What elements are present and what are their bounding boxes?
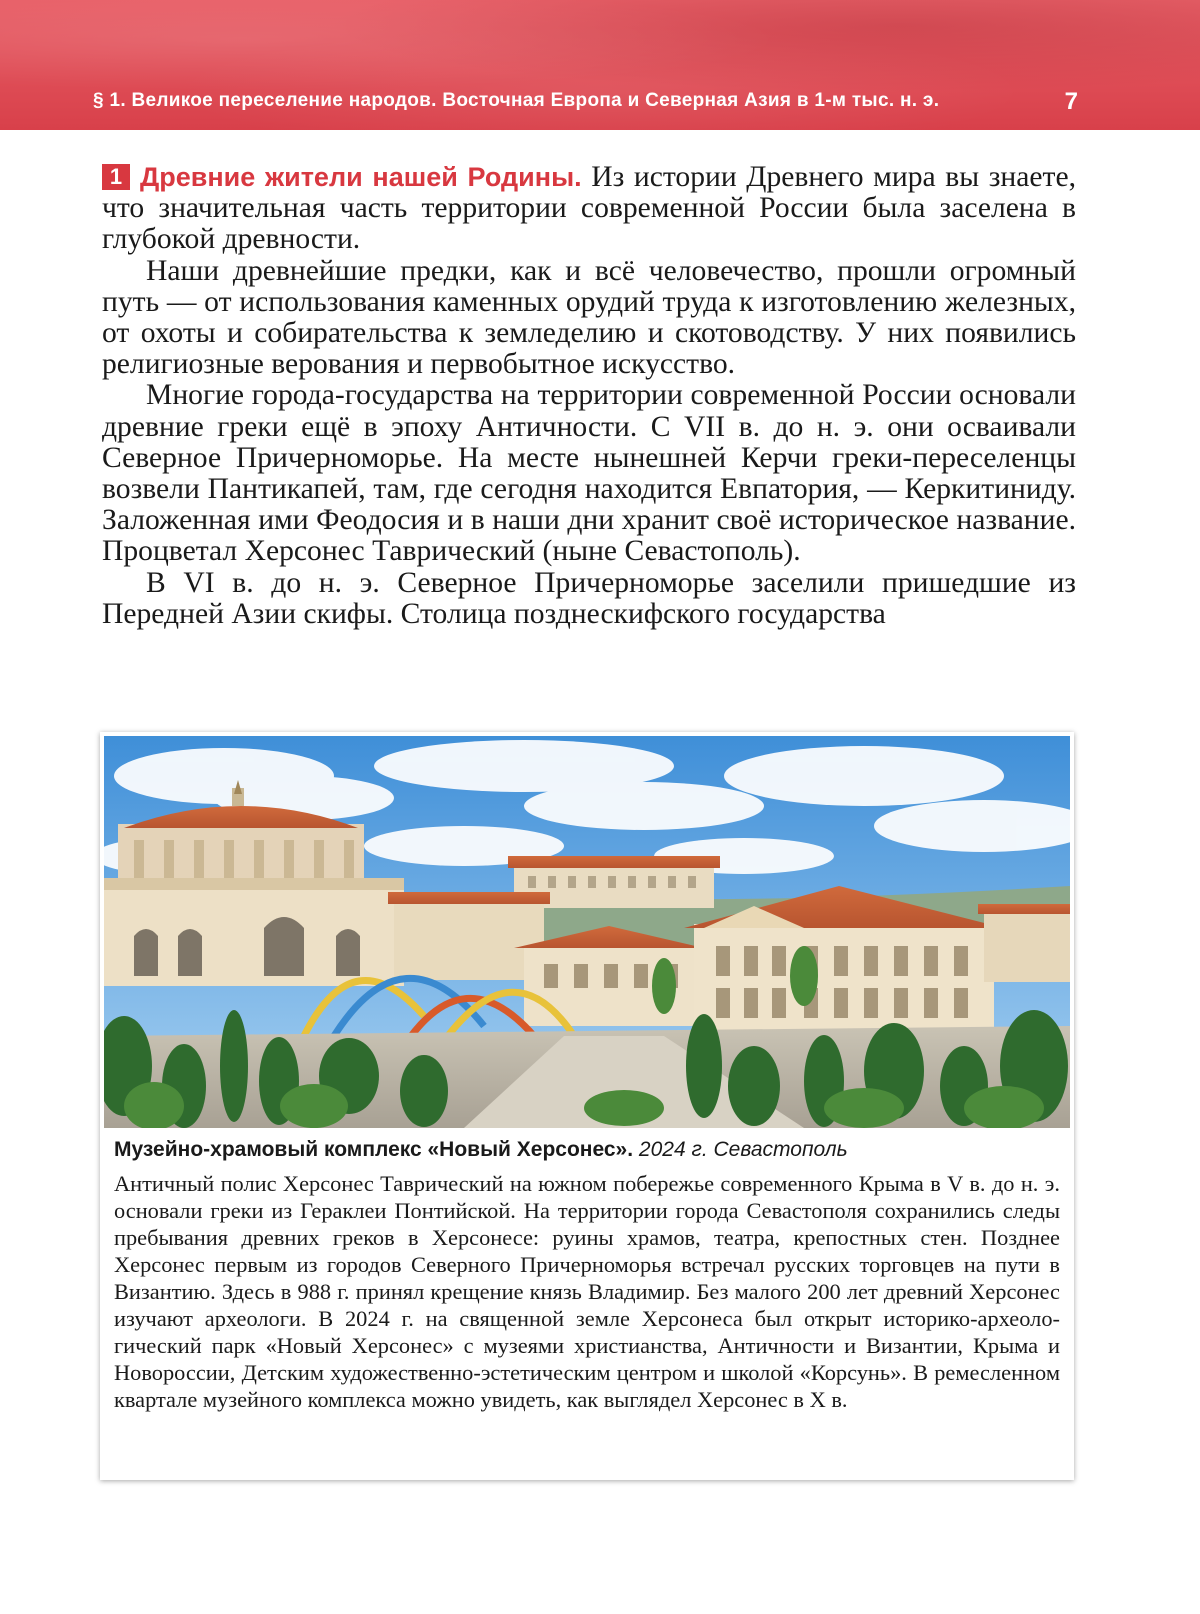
paragraph-4: В VI в. до н. э. Северное Причерноморье заселили пришедшие из Передней Азии скифы. Столица позднескифского государства bbox=[102, 566, 1076, 630]
header-band bbox=[0, 0, 1200, 130]
figure-card bbox=[100, 732, 1074, 1480]
section-title: Древние жители нашей Родины. bbox=[140, 162, 582, 192]
paragraph-1-text: Из истории Древнего мира вы знаете, что значительная часть территории современной России была заселена в глубокой древности. bbox=[102, 161, 1076, 256]
paragraph-1 bbox=[102, 162, 1076, 256]
main-text bbox=[102, 162, 1076, 630]
museum-complex-photo bbox=[104, 736, 1070, 1128]
caption-date-place: 2024 г. Севастополь bbox=[638, 1138, 848, 1161]
page-number: 7 bbox=[1064, 88, 1078, 115]
chapter-header-title: § 1. Великое переселение народов. Восточная Европа и Северная Азия в 1-м тыс. н. э. bbox=[93, 90, 940, 111]
paragraph-2: Наши древнейшие предки, как и всё человечество, прошли огромный путь — от использования каменных орудий труда к изготовлению железных, от охоты и собирательства к земледелию и скотоводству. У них появились религиозные верования и первобытное искусство. bbox=[102, 254, 1076, 381]
figure-caption-title bbox=[114, 1138, 1064, 1162]
caption-name: Музейно-храмовый комплекс «Новый Херсонес». bbox=[114, 1138, 634, 1161]
paragraph-3: Многие города-государства на территории современной России основали древние греки ещё в эпоху Античности. С VII в. до н. э. они осваивали Северное Причерноморье. На месте нынешней Керчи греки-переселенцы возвели Пантикапей, там, где сегодня находится Евпатория, — Керкитиниду. Заложенная ими Феодосия и в наши дни хранит своё историческое название. Процветал Херсонес Таврический (ныне Севастополь). bbox=[102, 379, 1076, 568]
figure-caption-text: Античный полис Херсонес Таврический на южном побережье современного Крыма в V в. до н. э. основали греки из Гераклеи Понтийской. На территории города Севастополя сохранились следы пребывания древних греков в Херсонесе: руины храмов, театра, крепостных стен. Позднее Херсонес первым из городов Северного Причерноморья встречал русских торговцев на пути в Византию. Здесь в 988 г. принял крещение князь Владимир. Без малого 200 лет древний Херсонес изучают археологи. В 2024 г. на священной земле Херсонеса был открыт историко-археологический парк «Новый Херсонес» с музеями христианства, Античности и Византии, Крыма и Новороссии, Детским художественно-эстетическим центром и школой «Корсунь». В ремесленном квартале музейного комплекса можно увидеть, как выглядел Херсонес в X в. bbox=[114, 1171, 1060, 1412]
section-number-badge: 1 bbox=[102, 164, 130, 190]
